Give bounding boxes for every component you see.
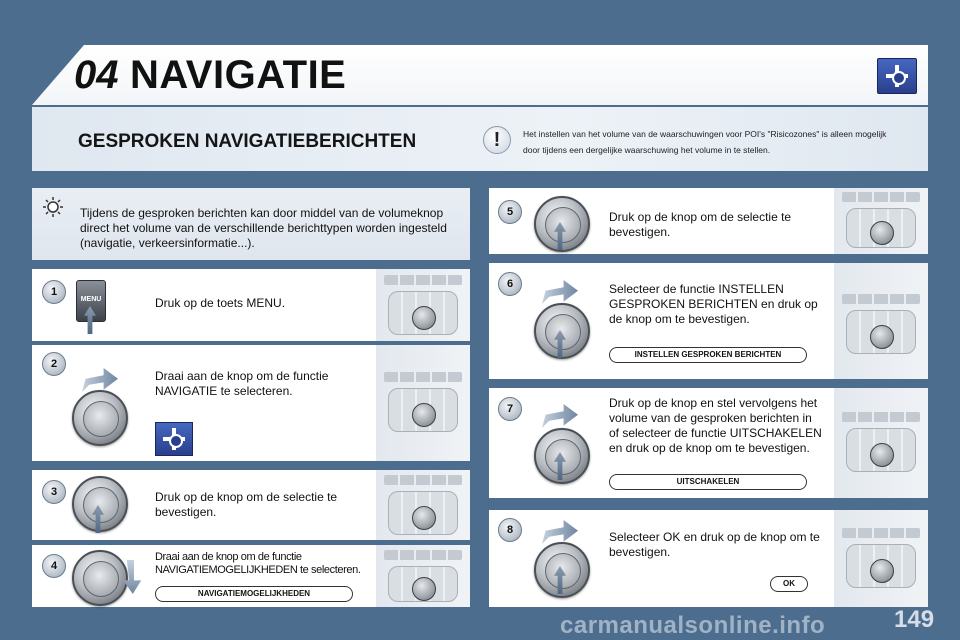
- menu-button: MENU: [76, 280, 106, 322]
- chapter-number: 04: [74, 53, 119, 97]
- radio-console-illustration: [838, 408, 924, 476]
- lightbulb-icon: [42, 196, 64, 218]
- chapter-title: NAVIGATIE: [130, 53, 347, 97]
- step-text-6: Selecteer de functie INSTELLEN GESPROKEN BERICHTEN en druk op de knop om te bevestigen.: [609, 282, 818, 326]
- navigation-cross-icon: [877, 58, 917, 94]
- step-text-7: Druk op de knop en stel vervolgens het volume van de gesproken berichten in of selecteer de functie UITSCHAKELEN en druk op de knop om te bevestigen.: [609, 396, 822, 455]
- step-badge-1: 1: [42, 280, 66, 304]
- menu-option-pill: INSTELLEN GESPROKEN BERICHTEN: [609, 347, 807, 363]
- step-text-2: Draai aan de knop om de functie NAVIGATIE te selecteren.: [155, 369, 329, 398]
- radio-console-illustration: [380, 271, 466, 339]
- menu-option-pill: OK: [770, 576, 808, 592]
- step-badge-6: 6: [498, 272, 522, 296]
- page-number: 149: [894, 606, 935, 633]
- menu-option-pill: UITSCHAKELEN: [609, 474, 807, 490]
- exclamation-icon: !: [483, 126, 511, 154]
- step-badge-7: 7: [498, 397, 522, 421]
- step-text-4: Draai aan de knop om de functie NAVIGATIEMOGELIJKHEDEN te selecteren.: [155, 551, 361, 576]
- radio-console-illustration: [838, 290, 924, 358]
- warning-note: Het instellen van het volume van de waarschuwingen voor POI's "Risicozones" is alleen mogelijk door tijdens een dergelijke waarschuwing het volume in te stellen.: [523, 129, 887, 155]
- step-badge-2: 2: [42, 352, 66, 376]
- step-badge-5: 5: [498, 200, 522, 224]
- step-badge-8: 8: [498, 518, 522, 542]
- watermark: carmanualsonline.info: [560, 612, 826, 639]
- step-text-8: Selecteer OK en druk op de knop om te bevestigen.: [609, 530, 820, 559]
- menu-option-pill: NAVIGATIEMOGELIJKHEDEN: [155, 586, 353, 602]
- step-text-3: Druk op de knop om de selectie te bevestigen.: [155, 490, 338, 519]
- radio-console-illustration: [380, 368, 466, 436]
- step-text-1: Druk op de toets MENU.: [155, 296, 286, 310]
- radio-console-illustration: [380, 471, 466, 539]
- step-badge-4: 4: [42, 554, 66, 578]
- radio-console-illustration: [838, 524, 924, 592]
- knob-icon: [72, 390, 128, 446]
- radio-console-illustration: [838, 188, 924, 252]
- step-text-5: Druk op de knop om de selectie te bevestigen.: [609, 210, 792, 239]
- tip-text: Tijdens de gesproken berichten kan door middel van de volumeknop direct het volume van de verschillende berichttypen worden ingesteld (navigatie, verkeersinformatie...).: [80, 206, 447, 250]
- step-badge-3: 3: [42, 480, 66, 504]
- section-title: GESPROKEN NAVIGATIEBERICHTEN: [78, 131, 417, 152]
- knob-icon: [72, 550, 128, 606]
- radio-console-illustration: [380, 546, 466, 606]
- navigation-cross-icon: [155, 422, 193, 456]
